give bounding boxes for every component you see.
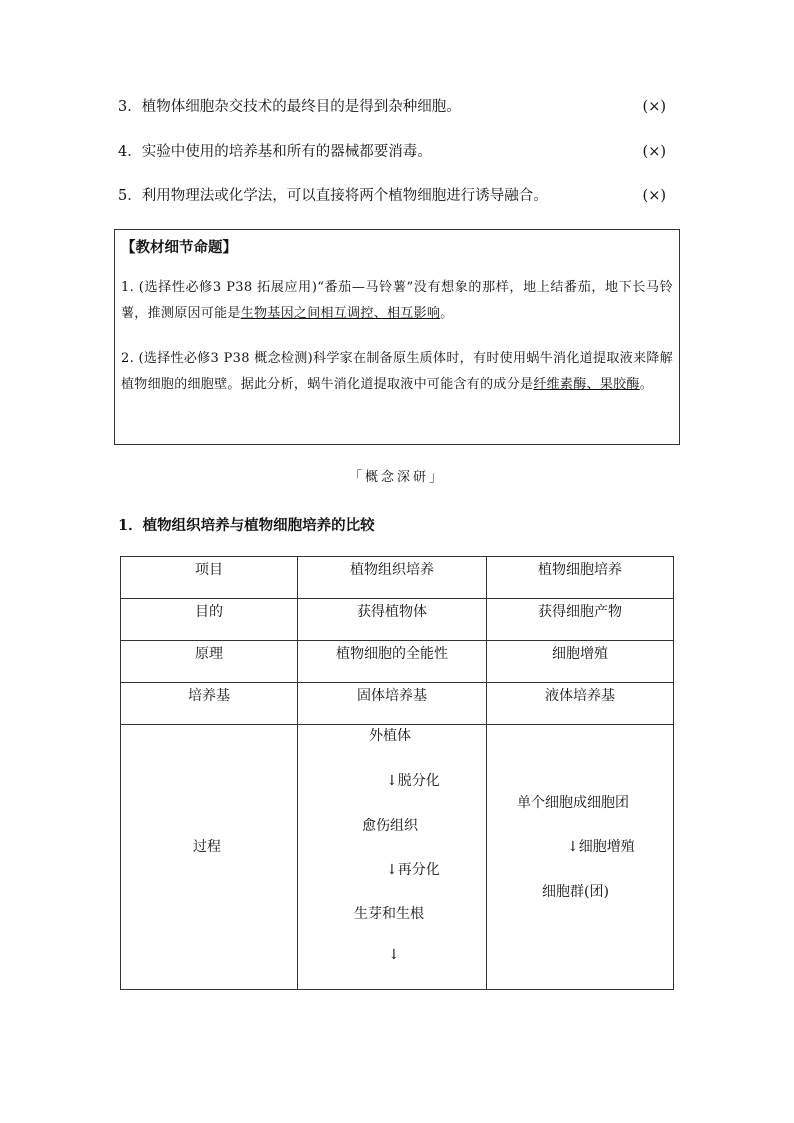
- table-cell: 液体培养基: [487, 683, 674, 725]
- header-cell: 植物组织培养: [298, 557, 487, 599]
- process-step: 外植体: [369, 728, 411, 744]
- statement-text: 5．利用物理法或化学法，可以直接将两个植物细胞进行诱导融合。: [118, 188, 548, 204]
- box-question-1: [121, 275, 673, 327]
- table-cell: 原理: [121, 641, 298, 683]
- table-header-row: [121, 557, 674, 599]
- q1-text: 1. (选择性必修3 P38 拓展应用)“番茄—马铃薯”没有想象的那样，地上结番茄，地下长马铃薯，推测原因可能是: [121, 280, 673, 321]
- answer-mark: (×): [642, 99, 666, 115]
- table-cell: 目的: [121, 599, 298, 641]
- table-row: [121, 641, 674, 683]
- comparison-table: [120, 556, 674, 990]
- process-step: 生芽和生根: [354, 906, 424, 922]
- subheading: 1．植物组织培养与植物细胞培养的比较: [118, 517, 375, 534]
- cell-process-cell: [487, 725, 674, 990]
- section-title: 「概念深研」: [349, 470, 446, 485]
- process-step: 愈伤组织: [362, 818, 418, 834]
- table-cell: 培养基: [121, 683, 298, 725]
- statement-text: 3．植物体细胞杂交技术的最终目的是得到杂种细胞。: [118, 99, 461, 115]
- table-cell: 获得细胞产物: [487, 599, 674, 641]
- table-cell: 植物细胞的全能性: [298, 641, 487, 683]
- process-arrow-step: ↓脱分化: [386, 773, 440, 789]
- q1-answer: 生物基因之间相互调控、相互影响: [240, 306, 441, 321]
- table-row: [121, 599, 674, 641]
- table-cell: 细胞增殖: [487, 641, 674, 683]
- header-cell: 项目: [121, 557, 298, 599]
- tissue-process-cell: [298, 725, 487, 990]
- statement-3: [118, 97, 666, 117]
- textbook-detail-box: [114, 229, 680, 445]
- box-question-2: [121, 346, 673, 398]
- process-arrow-step: ↓细胞增殖: [567, 839, 635, 855]
- q2-text: 2. (选择性必修3 P38 概念检测)科学家在制备原生质体时，有时使用蜗牛消化道提取液来降解植物细胞的细胞壁。据此分析，蜗牛消化道提取液中可能含有的成分是: [121, 351, 673, 392]
- table-row-process: [121, 725, 674, 990]
- down-arrow-icon: ↓: [388, 947, 400, 963]
- q2-end: 。: [639, 377, 654, 392]
- header-cell: 植物细胞培养: [487, 557, 674, 599]
- process-label-cell: [121, 725, 298, 990]
- process-arrow-step: ↓再分化: [386, 862, 440, 878]
- answer-mark: (×): [642, 144, 666, 160]
- table-row: [121, 683, 674, 725]
- process-step: 细胞群(团): [542, 884, 609, 900]
- process-label: 过程: [193, 839, 221, 855]
- table-cell: 获得植物体: [298, 599, 487, 641]
- statement-5: [118, 186, 666, 206]
- box-title: 【教材细节命题】: [121, 239, 237, 256]
- table-cell: 固体培养基: [298, 683, 487, 725]
- q1-end: 。: [440, 306, 454, 321]
- answer-mark: (×): [642, 188, 666, 204]
- q2-answer: 纤维素酶、果胶酶: [533, 377, 640, 392]
- process-step: 单个细胞成细胞团: [517, 795, 629, 811]
- statement-text: 4．实验中使用的培养基和所有的器械都要消毒。: [118, 144, 432, 160]
- statement-4: [118, 142, 666, 162]
